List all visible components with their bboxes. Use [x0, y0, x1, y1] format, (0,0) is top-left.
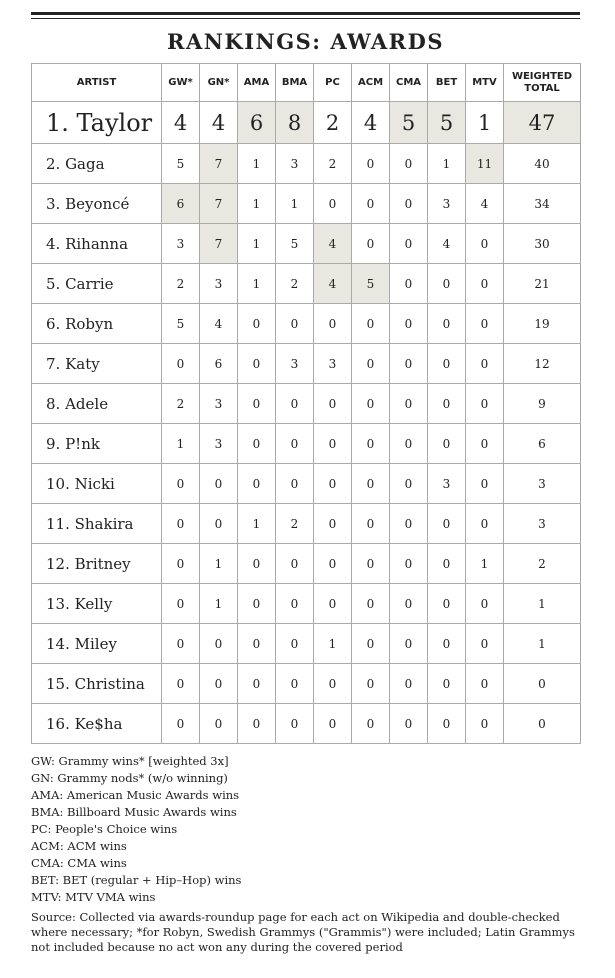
value-cell: 1: [200, 544, 238, 584]
value-cell: 1: [200, 584, 238, 624]
artist-cell: 5. Carrie: [32, 264, 162, 304]
legend-item: BET: BET (regular + Hip–Hop) wins: [31, 873, 242, 887]
value-cell: 0: [162, 344, 200, 384]
value-cell: 0: [200, 664, 238, 704]
value-cell: 4: [428, 224, 466, 264]
column-header-mtv: MTV: [466, 64, 504, 102]
artist-cell: 1. Taylor: [32, 102, 162, 144]
value-cell: 0: [466, 304, 504, 344]
value-cell: 0: [352, 504, 390, 544]
legend: [31, 753, 580, 906]
value-cell: 1: [162, 424, 200, 464]
value-cell: 0: [390, 664, 428, 704]
value-cell: 0: [428, 264, 466, 304]
value-cell: 4: [200, 102, 238, 144]
value-cell: 0: [428, 384, 466, 424]
artist-cell: 7. Katy: [32, 344, 162, 384]
value-cell: 0: [162, 504, 200, 544]
value-cell: 5: [162, 144, 200, 184]
value-cell: 0: [390, 544, 428, 584]
value-cell: 0: [162, 544, 200, 584]
value-cell: 0: [314, 464, 352, 504]
value-cell: 0: [162, 704, 200, 744]
artist-cell: 14. Miley: [32, 624, 162, 664]
table-row: [32, 464, 581, 504]
value-cell: 4: [352, 102, 390, 144]
value-cell: 0: [238, 304, 276, 344]
value-cell: 0: [238, 424, 276, 464]
column-header-gw: GW*: [162, 64, 200, 102]
value-cell: 3: [200, 264, 238, 304]
value-cell: 0: [466, 664, 504, 704]
value-cell: 4: [314, 224, 352, 264]
table-row: [32, 344, 581, 384]
value-cell: 2: [276, 264, 314, 304]
value-cell: 0: [314, 424, 352, 464]
value-cell: 0: [200, 704, 238, 744]
weighted-total-cell: 0: [504, 704, 581, 744]
value-cell: 0: [314, 504, 352, 544]
value-cell: 0: [276, 584, 314, 624]
value-cell: 0: [238, 624, 276, 664]
value-cell: 6: [238, 102, 276, 144]
value-cell: 0: [238, 344, 276, 384]
value-cell: 0: [162, 464, 200, 504]
value-cell: 0: [314, 584, 352, 624]
value-cell: 0: [200, 464, 238, 504]
artist-cell: 2. Gaga: [32, 144, 162, 184]
value-cell: 1: [238, 224, 276, 264]
value-cell: 0: [390, 264, 428, 304]
value-cell: 0: [352, 704, 390, 744]
value-cell: 0: [390, 304, 428, 344]
value-cell: 1: [428, 144, 466, 184]
column-header-bet: BET: [428, 64, 466, 102]
column-header-bma: BMA: [276, 64, 314, 102]
value-cell: 0: [428, 544, 466, 584]
value-cell: 0: [276, 304, 314, 344]
value-cell: 0: [390, 344, 428, 384]
value-cell: 3: [162, 224, 200, 264]
value-cell: 6: [162, 184, 200, 224]
value-cell: 0: [314, 384, 352, 424]
value-cell: 0: [238, 704, 276, 744]
artist-cell: 6. Robyn: [32, 304, 162, 344]
value-cell: 2: [276, 504, 314, 544]
column-header-acm: ACM: [352, 64, 390, 102]
table-row: [32, 144, 581, 184]
artist-cell: 10. Nicki: [32, 464, 162, 504]
value-cell: 0: [466, 464, 504, 504]
value-cell: 0: [352, 544, 390, 584]
value-cell: 0: [352, 664, 390, 704]
value-cell: 0: [390, 584, 428, 624]
artist-cell: 16. Ke$ha: [32, 704, 162, 744]
value-cell: 0: [390, 704, 428, 744]
table-row: [32, 584, 581, 624]
artist-cell: 9. P!nk: [32, 424, 162, 464]
value-cell: 0: [390, 224, 428, 264]
value-cell: 0: [238, 664, 276, 704]
value-cell: 0: [428, 424, 466, 464]
weighted-total-cell: 1: [504, 584, 581, 624]
legend-item: AMA: American Music Awards wins: [31, 788, 240, 802]
value-cell: 0: [314, 704, 352, 744]
value-cell: 0: [314, 304, 352, 344]
weighted-total-cell: 12: [504, 344, 581, 384]
value-cell: 5: [352, 264, 390, 304]
value-cell: 0: [276, 664, 314, 704]
value-cell: 2: [162, 384, 200, 424]
weighted-total-cell: 3: [504, 464, 581, 504]
value-cell: 1: [238, 144, 276, 184]
legend-item: MTV: MTV VMA wins: [31, 890, 156, 904]
value-cell: 0: [466, 224, 504, 264]
table-row: [32, 504, 581, 544]
value-cell: 0: [238, 384, 276, 424]
value-cell: 0: [352, 184, 390, 224]
weighted-total-cell: 40: [504, 144, 581, 184]
value-cell: 0: [390, 624, 428, 664]
value-cell: 0: [428, 504, 466, 544]
value-cell: 0: [428, 584, 466, 624]
page-title: RANKINGS: AWARDS: [167, 29, 444, 54]
legend-item: CMA: CMA wins: [31, 856, 127, 870]
value-cell: 0: [352, 424, 390, 464]
source-note: Source: Collected via awards-roundup page for each act on Wikipedia and double-checked where necessary; *for Robyn, Swedish Grammys ("Grammis") were included; Latin Grammys not included because no act won any during the covered period: [31, 910, 575, 954]
value-cell: 0: [428, 624, 466, 664]
value-cell: 3: [276, 344, 314, 384]
weighted-total-cell: 9: [504, 384, 581, 424]
value-cell: 0: [390, 384, 428, 424]
table-row: [32, 102, 581, 144]
header-row: [32, 64, 581, 102]
table-row: [32, 184, 581, 224]
value-cell: 0: [466, 704, 504, 744]
weighted-total-cell: 19: [504, 304, 581, 344]
value-cell: 3: [428, 184, 466, 224]
table-row: [32, 704, 581, 744]
value-cell: 0: [314, 664, 352, 704]
value-cell: 0: [352, 584, 390, 624]
value-cell: 0: [390, 424, 428, 464]
value-cell: 0: [466, 624, 504, 664]
artist-cell: 13. Kelly: [32, 584, 162, 624]
weighted-total-cell: 0: [504, 664, 581, 704]
value-cell: 0: [276, 424, 314, 464]
table-row: [32, 264, 581, 304]
value-cell: 3: [276, 144, 314, 184]
column-header-ama: AMA: [238, 64, 276, 102]
legend-item: ACM: ACM wins: [31, 839, 127, 853]
value-cell: 0: [352, 464, 390, 504]
value-cell: 0: [238, 464, 276, 504]
top-rule-thin: [31, 18, 580, 19]
column-header-cma: CMA: [390, 64, 428, 102]
value-cell: 5: [390, 102, 428, 144]
value-cell: 0: [352, 624, 390, 664]
value-cell: 0: [238, 544, 276, 584]
value-cell: 6: [200, 344, 238, 384]
artist-cell: 3. Beyoncé: [32, 184, 162, 224]
value-cell: 0: [352, 144, 390, 184]
value-cell: 5: [276, 224, 314, 264]
weighted-total-cell: 2: [504, 544, 581, 584]
value-cell: 3: [200, 424, 238, 464]
value-cell: 0: [352, 384, 390, 424]
artist-cell: 4. Rihanna: [32, 224, 162, 264]
value-cell: 0: [390, 184, 428, 224]
value-cell: 0: [428, 664, 466, 704]
value-cell: 5: [428, 102, 466, 144]
table-body: [32, 102, 581, 744]
value-cell: 0: [466, 264, 504, 304]
weighted-total-cell: 3: [504, 504, 581, 544]
value-cell: 0: [466, 504, 504, 544]
artist-cell: 8. Adele: [32, 384, 162, 424]
value-cell: 1: [238, 264, 276, 304]
value-cell: 3: [314, 344, 352, 384]
value-cell: 0: [238, 584, 276, 624]
value-cell: 2: [162, 264, 200, 304]
value-cell: 2: [314, 144, 352, 184]
value-cell: 1: [466, 102, 504, 144]
weighted-total-cell: 47: [504, 102, 581, 144]
value-cell: 7: [200, 144, 238, 184]
value-cell: 1: [238, 504, 276, 544]
value-cell: 4: [466, 184, 504, 224]
value-cell: 0: [276, 704, 314, 744]
weighted-total-cell: 30: [504, 224, 581, 264]
value-cell: 0: [390, 144, 428, 184]
value-cell: 0: [162, 584, 200, 624]
value-cell: 7: [200, 224, 238, 264]
rankings-table: [31, 63, 581, 744]
value-cell: 0: [352, 224, 390, 264]
value-cell: 1: [276, 184, 314, 224]
weighted-total-cell: 34: [504, 184, 581, 224]
value-cell: 0: [276, 544, 314, 584]
value-cell: 0: [428, 344, 466, 384]
value-cell: 0: [162, 624, 200, 664]
table-row: [32, 624, 581, 664]
value-cell: 0: [428, 704, 466, 744]
value-cell: 0: [466, 384, 504, 424]
value-cell: 0: [162, 664, 200, 704]
value-cell: 3: [200, 384, 238, 424]
legend-item: BMA: Billboard Music Awards wins: [31, 805, 237, 819]
top-rule: [31, 12, 580, 15]
value-cell: 4: [162, 102, 200, 144]
value-cell: 0: [352, 344, 390, 384]
value-cell: 0: [390, 464, 428, 504]
legend-item: GN: Grammy nods* (w/o winning): [31, 771, 228, 785]
value-cell: 0: [314, 544, 352, 584]
value-cell: 0: [276, 384, 314, 424]
value-cell: 0: [276, 624, 314, 664]
weighted-total-cell: 6: [504, 424, 581, 464]
table-row: [32, 384, 581, 424]
column-header-pc: PC: [314, 64, 352, 102]
table-row: [32, 544, 581, 584]
value-cell: 3: [428, 464, 466, 504]
table-row: [32, 224, 581, 264]
artist-cell: 12. Britney: [32, 544, 162, 584]
value-cell: 0: [390, 504, 428, 544]
rankings-page: [31, 12, 580, 744]
value-cell: 5: [162, 304, 200, 344]
value-cell: 4: [314, 264, 352, 304]
artist-cell: 15. Christina: [32, 664, 162, 704]
value-cell: 0: [466, 424, 504, 464]
legend-item: GW: Grammy wins* [weighted 3x]: [31, 754, 229, 768]
value-cell: 0: [276, 464, 314, 504]
value-cell: 7: [200, 184, 238, 224]
artist-cell: 11. Shakira: [32, 504, 162, 544]
value-cell: 0: [466, 584, 504, 624]
value-cell: 8: [276, 102, 314, 144]
value-cell: 0: [200, 504, 238, 544]
value-cell: 4: [200, 304, 238, 344]
value-cell: 0: [428, 304, 466, 344]
table-row: [32, 424, 581, 464]
column-header-weighted-total: WEIGHTED TOTAL: [504, 64, 581, 102]
table-row: [32, 664, 581, 704]
weighted-total-cell: 21: [504, 264, 581, 304]
value-cell: 11: [466, 144, 504, 184]
value-cell: 2: [314, 102, 352, 144]
table-row: [32, 304, 581, 344]
value-cell: 1: [238, 184, 276, 224]
weighted-total-cell: 1: [504, 624, 581, 664]
value-cell: 0: [352, 304, 390, 344]
column-header-artist: ARTIST: [32, 64, 162, 102]
value-cell: 1: [314, 624, 352, 664]
value-cell: 1: [466, 544, 504, 584]
value-cell: 0: [314, 184, 352, 224]
column-header-gn: GN*: [200, 64, 238, 102]
legend-item: PC: People's Choice wins: [31, 822, 178, 836]
value-cell: 0: [200, 624, 238, 664]
value-cell: 0: [466, 344, 504, 384]
